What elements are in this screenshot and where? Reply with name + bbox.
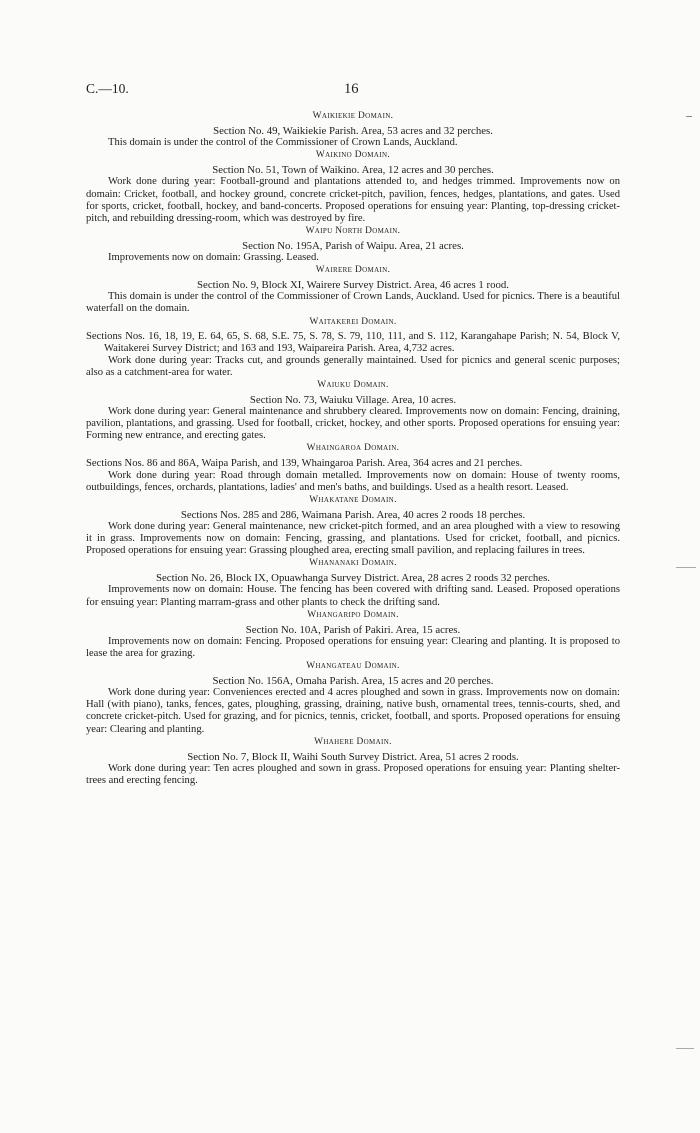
report-reference: C.—10. <box>86 81 129 96</box>
section-line: Section No. 49, Waikiekie Parish. Area, 53 acres and 32 perches. <box>213 125 493 138</box>
paragraph: Work done during year: Tracks cut, and grounds generally maintained. Used for picnics and general scenic purposes; also as a catchment-area for water. <box>86 354 620 378</box>
margin-mark <box>676 567 696 568</box>
domain-title: Wairere Domain. <box>315 265 391 276</box>
margin-mark <box>686 116 692 117</box>
paragraph: Improvements now on domain: Grassing. Leased. <box>108 252 319 264</box>
domain-title: Whananaki Domain. <box>309 558 397 569</box>
paragraph: Improvements now on domain: House. The fencing has been covered with drifting sand. Leased. Proposed operations for ensuing year: Planting marram-grass and other plants to check the drifting sand. <box>86 584 620 608</box>
domain-title: Waipu North Domain. <box>305 225 401 236</box>
section-line: Section No. 9, Block XI, Wairere Survey District. Area, 46 acres 1 rood. <box>197 279 509 292</box>
domain-title: Whangaripo Domain. <box>307 609 399 620</box>
domain-entry <box>86 736 620 787</box>
domain-title: Whahere Domain. <box>314 736 392 747</box>
margin-mark <box>676 1048 694 1049</box>
domain-title: Whangateau Domain. <box>306 661 400 672</box>
paragraph: Work done during year: Football-ground and plantations attended to, and hedges trimmed. Improvements now on domain: Cricket, football, and hockey ground, concrete cricket-pitch, pavilion, fences, hedges, plantations, and gates. Used for sports, cricket, football, hockey, and band-concerts. Proposed operations for ensuing year: Planting, top-dressing cricket-pitch, and rebuilding dressing-room, which was destroyed by fire. <box>86 176 620 224</box>
domain-entry <box>86 442 620 493</box>
domain-entry <box>86 149 620 225</box>
paragraph: Work done during year: Conveniences erected and 4 acres ploughed and sown in grass. Improvements now on domain: Hall (with piano), tanks, fences, gates, ploughing, grassing, draining, native bush, ornamental trees, tennis-courts, shed, and concrete cricket-pitch. Used for grazing, and for picnics, tennis, cricket, football, and sports. Proposed operations for ensuing year: Clearing and planting. <box>86 687 620 735</box>
section-line: Section No. 7, Block II, Waihi South Survey District. Area, 51 acres 2 roods. <box>187 750 519 763</box>
section-line: Section No. 10A, Parish of Pakiri. Area, 15 acres. <box>245 623 461 636</box>
domain-title: Whakatane Domain. <box>309 494 397 505</box>
domain-entry <box>86 557 620 608</box>
paragraph: Work done during year: Road through domain metalled. Improvements now on domain: House of twenty rooms, outbuildings, fences, orchards, plantations, ladies' and men's baths, and buildings. Used as a health resort. Leased. <box>86 469 620 493</box>
section-line: Section No. 73, Waiuku Village. Area, 10 acres. <box>249 394 457 407</box>
section-line: Section No. 195A, Parish of Waipu. Area, 21 acres. <box>242 239 464 252</box>
domain-entry <box>86 316 620 379</box>
paragraph: Work done during year: General maintenance, new cricket-pitch formed, and an area ploughed with a view to resowing it in grass. Improvements now on domain: Fencing, grassing, and plantations. Used for cricket, football, and picnics. Proposed operations for ensuing year: Grassing ploughed area, erecting small pavilion, and replacing failures in trees. <box>86 521 620 557</box>
domain-title: Waiuku Domain. <box>317 379 389 390</box>
document-body <box>86 110 620 787</box>
paragraph: This domain is under the control of the Commissioner of Crown Lands, Auckland. Used for picnics. There is a beautiful waterfall on the domain. <box>86 291 620 315</box>
page-number: 16 <box>344 81 359 97</box>
domain-title: Waitakerei Domain. <box>309 316 397 327</box>
domain-title: Waikiekie Domain. <box>312 111 394 121</box>
domain-entry <box>86 225 620 264</box>
paragraph: This domain is under the control of the Commissioner of Crown Lands, Auckland. <box>108 137 458 149</box>
domain-title: Whaingaroa Domain. <box>306 443 400 454</box>
domain-entry <box>86 379 620 442</box>
domain-entry <box>86 660 620 736</box>
domain-entry <box>86 110 620 149</box>
paragraph: Improvements now on domain: Fencing. Proposed operations for ensuing year: Clearing and planting. It is proposed to lease the area for grazing. <box>86 635 620 659</box>
domain-entry <box>86 494 620 557</box>
section-line: Sections Nos. 16, 18, 19, E. 64, 65, S. 68, S.E. 75, S. 78, S. 79, 110, 111, and S. 112, Karangahape Parish; N. 54, Block V, Waitakerei Survey District; and 163 and 193, Waipareira Parish. Area, 4,732 acres. <box>86 330 620 354</box>
section-line: Section No. 156A, Omaha Parish. Area, 15 acres and 20 perches. <box>212 675 494 688</box>
domain-title: Waikino Domain. <box>315 150 391 161</box>
paragraph: Work done during year: General maintenance and shrubbery cleared. Improvements now on domain: Fencing, draining, pavilion, plantations, and grassing. Used for football, cricket, hockey, and other sports. Proposed operations for ensuing year: Forming new entrance, and erecting gates. <box>86 406 620 442</box>
section-line: Sections Nos. 285 and 286, Waimana Parish. Area, 40 acres 2 roods 18 perches. <box>180 508 526 521</box>
section-line: Section No. 26, Block IX, Opuawhanga Survey District. Area, 28 acres 2 roods 32 perches. <box>156 572 550 585</box>
paragraph: Work done during year: Ten acres ploughed and sown in grass. Proposed operations for ensuing year: Planting shelter-trees and erecting fencing. <box>86 762 620 786</box>
domain-entry <box>86 264 620 315</box>
section-line: Sections Nos. 86 and 86A, Waipa Parish, and 139, Whaingaroa Parish. Area, 364 acres and 21 perches. <box>86 457 523 469</box>
domain-entry <box>86 609 620 660</box>
section-line: Section No. 51, Town of Waikino. Area, 12 acres and 30 perches. <box>212 164 494 177</box>
